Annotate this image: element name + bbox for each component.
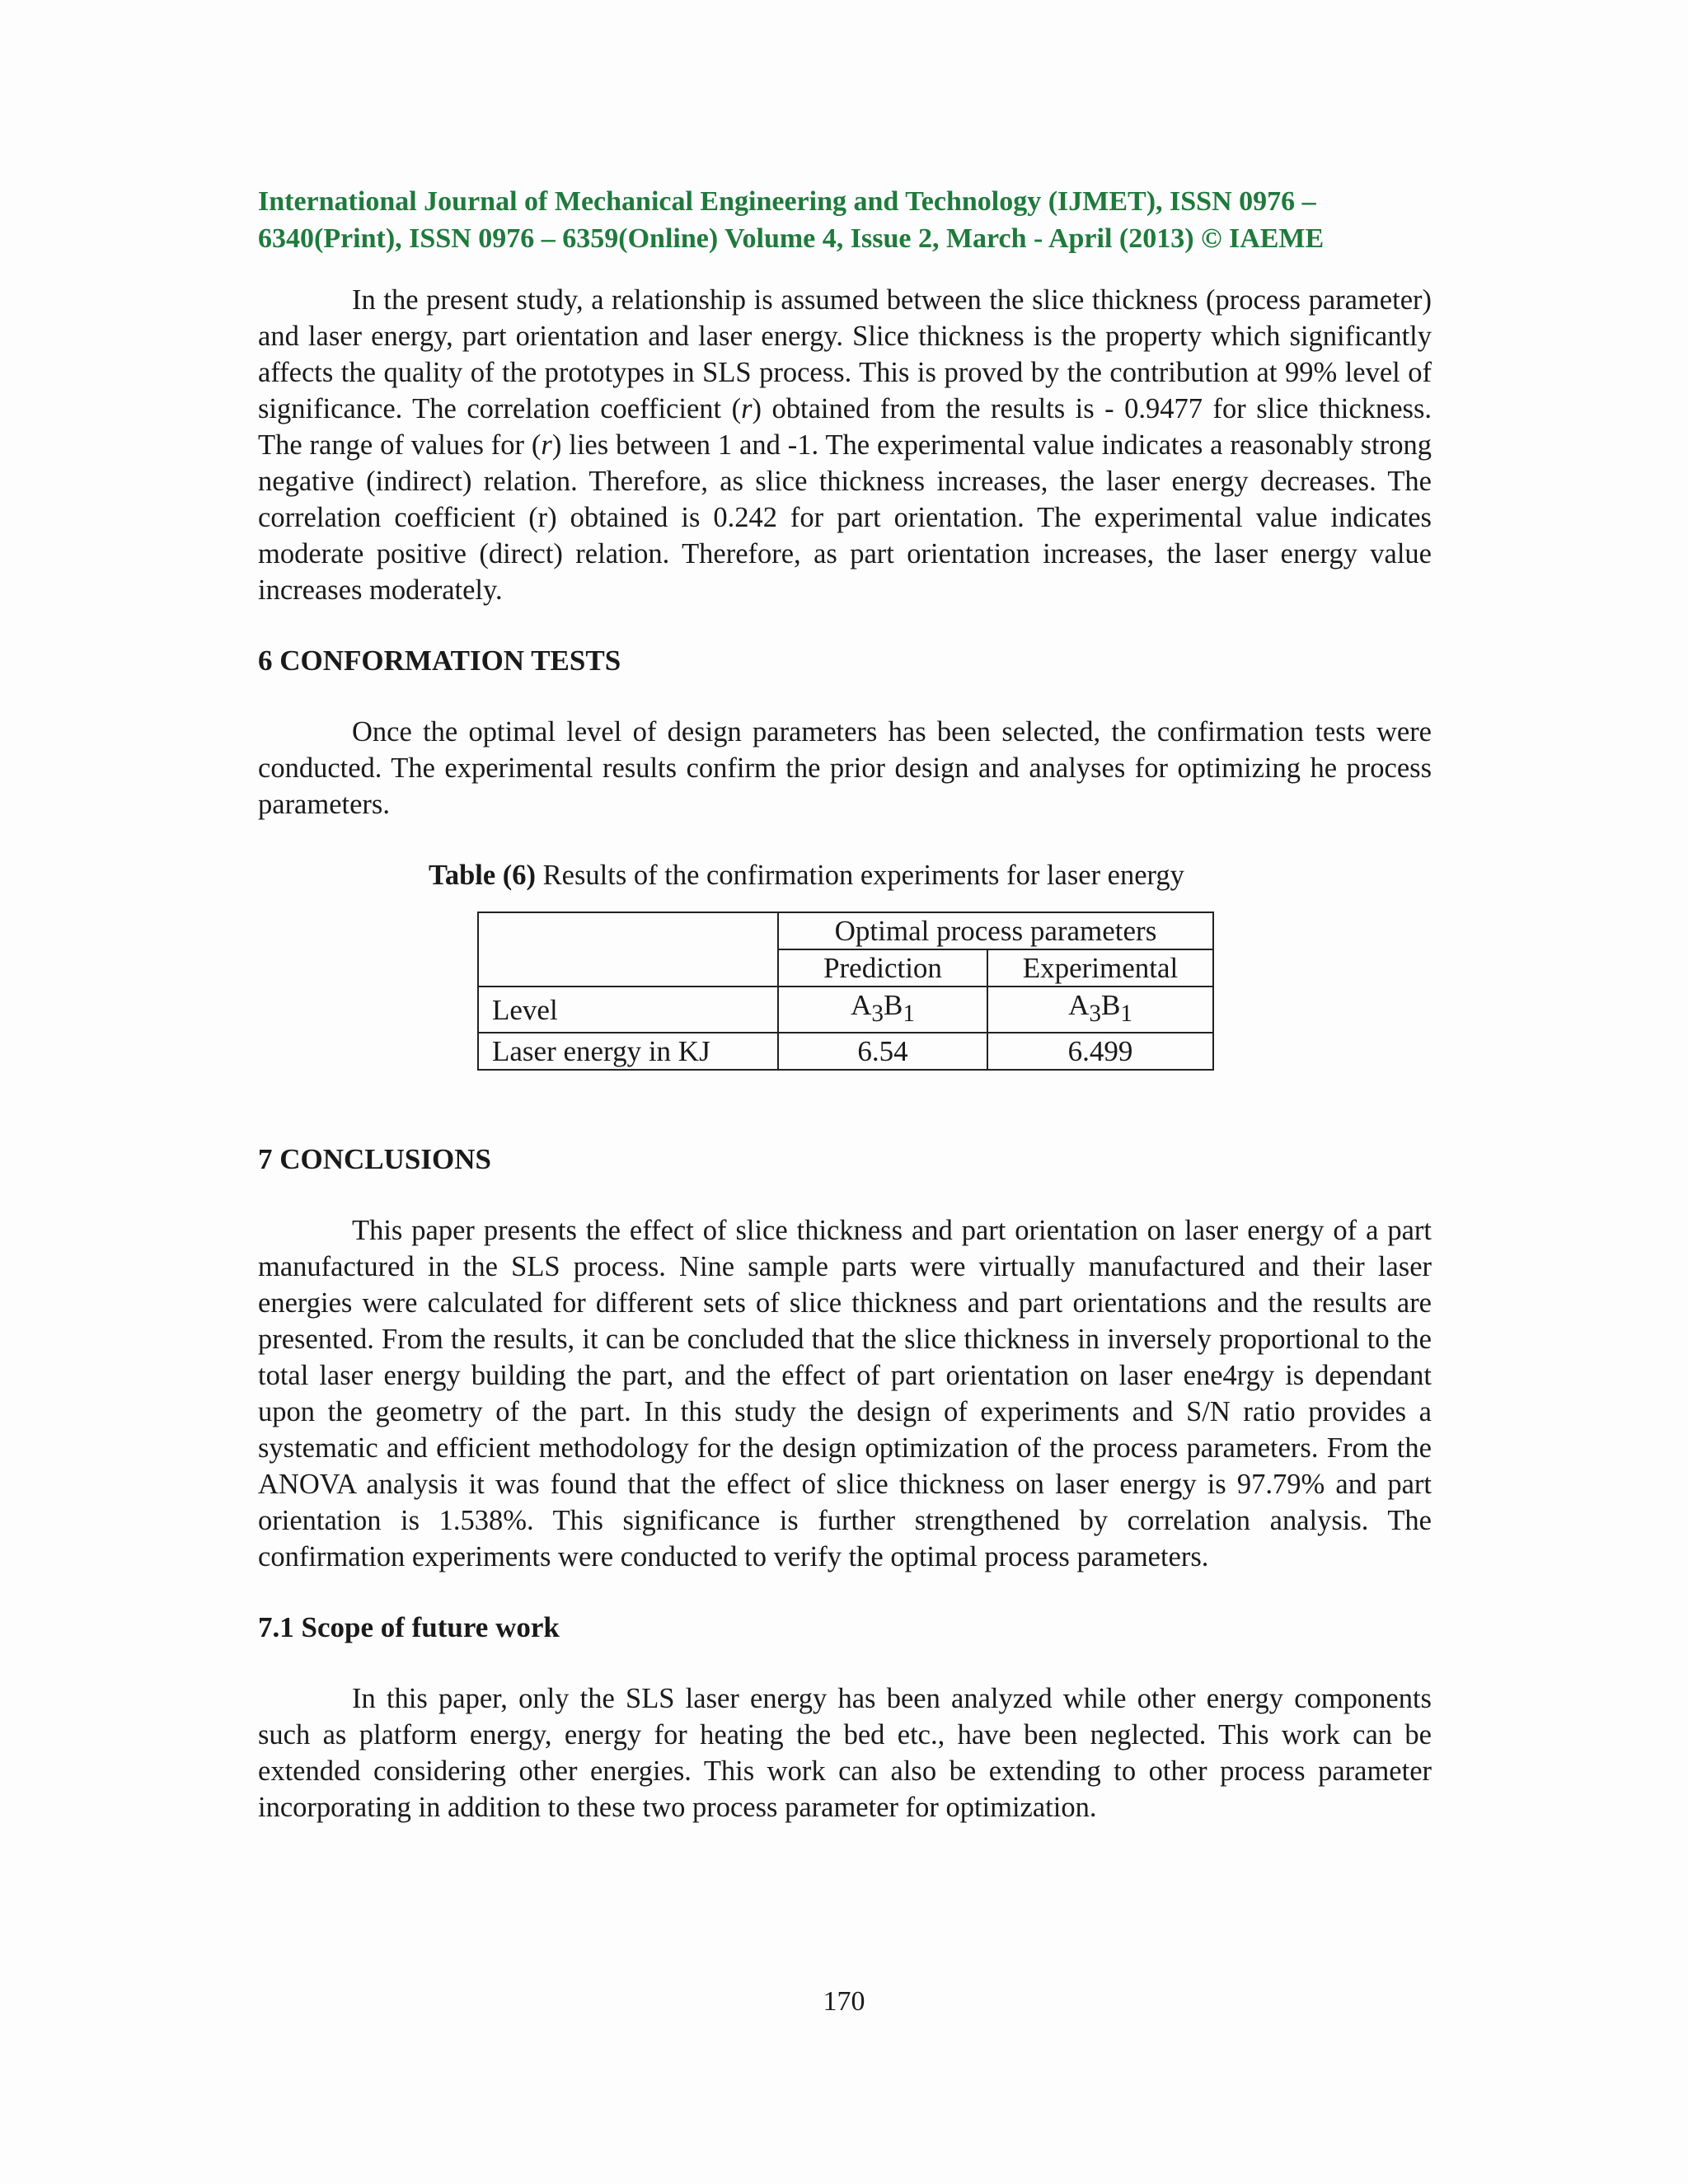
level-a-sub: 3 <box>871 1001 884 1027</box>
table-row <box>478 1033 1213 1070</box>
page-content <box>258 183 1432 1825</box>
col-header-prediction: Prediction <box>778 949 987 987</box>
energy-prediction: 6.54 <box>778 1033 987 1070</box>
section-6-paragraph: Once the optimal level of design parameters has been selected, the confirmation tests were conducted. The experimental results confirm the prior design and analyses for optimizing he process parameters. <box>258 716 1432 820</box>
confirmation-results-table <box>477 912 1214 1071</box>
section-7-paragraph: This paper presents the effect of slice thickness and part orientation on laser energy of a part manufactured in the SLS process. Nine sample parts were virtually manufactured and their laser energies were calculated for different sets of slice thickness and part orientations and the results are presented. From the results, it can be concluded that the slice thickness in inversely proportional to the total laser energy building the part, and the effect of part orientation on laser ene4rgy is dependant upon the geometry of the part. In this study the design of experiments and S/N ratio provides a systematic and efficient methodology for the design optimization of the process parameters. From the ANOVA analysis it was found that the effect of slice thickness on laser energy is 97.79% and part orientation is 1.538%. This significance is further strengthened by correlation analysis. The confirmation experiments were conducted to verify the optimal process parameters. <box>258 1215 1432 1572</box>
page-number: 170 <box>823 1986 865 2017</box>
row-label: Level <box>478 987 778 1033</box>
row-label: Laser energy in KJ <box>478 1033 778 1070</box>
journal-header-line1: International Journal of Mechanical Engineering and Technology (IJMET), ISSN 0976 – <box>258 186 1316 217</box>
section-7-1-heading: 7.1 Scope of future work <box>258 1611 560 1643</box>
table-caption <box>258 857 1432 893</box>
table-row <box>478 912 1213 949</box>
level-a-sub: 3 <box>1089 1001 1101 1027</box>
group-header-cell: Optimal process parameters <box>778 912 1213 949</box>
correlation-symbol: r <box>741 393 753 424</box>
correlation-symbol: r <box>541 429 552 461</box>
table-corner-cell <box>478 912 778 987</box>
table-caption-text: Results of the confirmation experiments for laser energy <box>536 860 1184 891</box>
level-experimental <box>987 987 1213 1033</box>
level-b: B <box>883 989 903 1021</box>
section-7-heading: 7 CONCLUSIONS <box>258 1143 491 1175</box>
intro-text-2: ) obtained from the results is - 0.9477 for slice thickness. The range of values for ( <box>258 393 1432 461</box>
energy-experimental: 6.499 <box>987 1033 1213 1070</box>
level-a: A <box>1068 989 1090 1021</box>
level-a: A <box>851 989 872 1021</box>
level-b-sub: 1 <box>1120 1001 1132 1027</box>
intro-paragraph <box>258 282 1432 608</box>
level-b-sub: 1 <box>903 1001 915 1027</box>
level-prediction <box>778 987 987 1033</box>
section-6-heading: 6 CONFORMATION TESTS <box>258 644 621 677</box>
intro-text-3: ) lies between 1 and -1. The experimental value indicates a reasonably strong negative (indirect) relation. Therefore, as slice thickness increases, the laser energy decreases. The correlation coefficient (r) obtained is 0.242 for part orientation. The experimental value indicates moderate positive (direct) relation. Therefore, as part orientation increases, the laser energy value increases moderately. <box>258 429 1432 606</box>
section-7-1-paragraph: In this paper, only the SLS laser energy has been analyzed while other energy components such as platform energy, energy for heating the bed etc., have been neglected. This work can be extended considering other energies. This work can also be extending to other process parameter incorporating in addition to these two process parameter for optimization. <box>258 1683 1432 1823</box>
intro-text-1: In the present study, a relationship is assumed between the slice thickness (process parameter) and laser energy, part orientation and laser energy. Slice thickness is the property which significantly affects the quality of the prototypes in SLS process. This is proved by the contribution at 99% level of significance. The correlation coefficient ( <box>258 284 1432 424</box>
table-caption-label: Table (6) <box>429 860 537 891</box>
journal-header-line2: 6340(Print), ISSN 0976 – 6359(Online) Volume 4, Issue 2, March - April (2013) © IAEME <box>258 223 1325 254</box>
table-row <box>478 987 1213 1033</box>
level-b: B <box>1100 989 1121 1021</box>
col-header-experimental: Experimental <box>987 949 1213 987</box>
journal-header <box>258 183 1432 257</box>
